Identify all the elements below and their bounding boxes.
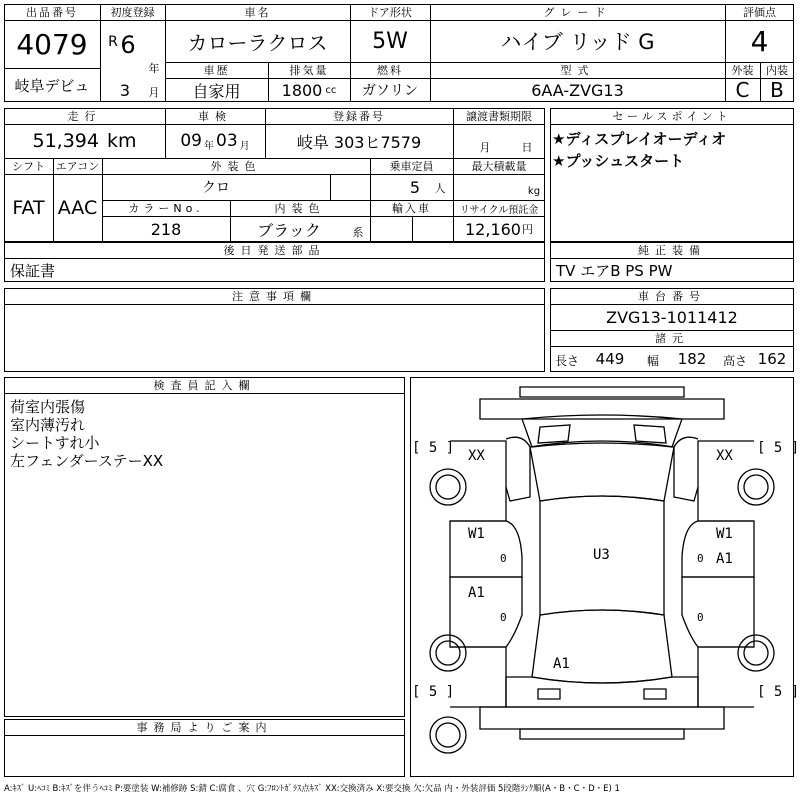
car-name: カローラクロス — [187, 30, 328, 55]
chassis-label: 車台番号 — [638, 290, 706, 303]
car-outline-diagram — [410, 377, 794, 777]
height-value: 162 — [757, 350, 787, 368]
width-value: 182 — [677, 350, 707, 368]
interior-grade: B — [770, 78, 784, 102]
score: 4 — [750, 24, 769, 58]
displacement-unit: cc — [325, 84, 337, 96]
spec-label: 諸元 — [655, 332, 689, 345]
transfer-day-unit: 日 — [521, 141, 533, 154]
recycle-unit: 円 — [521, 223, 533, 236]
load-unit: kg — [527, 185, 541, 197]
reg-month: 3 — [119, 80, 131, 100]
lot-no-label: 出品番号 — [26, 6, 78, 19]
import-label: 輸入車 — [392, 202, 431, 215]
transfer-month-unit: 月 — [479, 141, 491, 154]
color-no: 218 — [150, 219, 182, 239]
mileage — [4, 124, 165, 158]
fuel-label: 燃料 — [377, 64, 403, 77]
era: R — [108, 34, 118, 50]
interior-color-label: 内装色 — [274, 202, 326, 215]
fuel: ガソリン — [362, 83, 418, 99]
later-parts-value: 保証書 — [10, 261, 56, 280]
equipment-label: 純正装備 — [638, 244, 706, 257]
inspection-label: 車検 — [198, 110, 232, 123]
reg-year: 6 — [120, 31, 136, 59]
damage-mark-right-door-1b: 0 — [697, 552, 704, 565]
history-label: 車歴 — [203, 64, 230, 77]
damage-mark-right-door-1: W1 — [716, 526, 733, 542]
office-label: 事務局よりご案内 — [136, 721, 273, 734]
door-label: ドア形状 — [368, 6, 412, 19]
sales-points-label: セールスポイント — [612, 110, 732, 123]
first-reg-label: 初度登録 — [110, 6, 155, 19]
inspector-label: 検査員記入欄 — [153, 379, 256, 392]
model: 6AA-ZVG13 — [531, 80, 624, 100]
damage-mark-roof: U3 — [593, 547, 610, 563]
shift: FAT — [12, 197, 45, 219]
damage-mark-right-door-2: A1 — [716, 551, 733, 567]
score-label: 評価点 — [743, 6, 776, 19]
damage-mark-left-door-2: A1 — [468, 585, 485, 601]
length-label: 長さ — [554, 353, 579, 368]
tire-fl-score: [ 5 ] — [412, 440, 455, 456]
shift-label: シフト — [12, 160, 45, 173]
year-unit: 年 — [148, 62, 160, 75]
damage-mark-left-door-1b: 0 — [500, 552, 507, 565]
tire-rl-score: [ 5 ] — [412, 684, 455, 700]
grade: ハイブ リッド G — [500, 30, 655, 54]
capacity: 5 — [409, 177, 421, 197]
damage-mark-left-door-1: W1 — [468, 526, 485, 542]
exterior-grade: C — [735, 78, 750, 102]
damage-mark-front-left: XX — [468, 448, 485, 464]
sales-point-1: ★ディスプレイオーディオ — [552, 129, 727, 148]
insp-month: 03 — [216, 131, 238, 151]
plate-label: 登録番号 — [333, 110, 385, 123]
height-label: 高さ — [722, 353, 747, 368]
color-label: 外装色 — [210, 160, 262, 173]
width-label: 幅 — [646, 353, 659, 368]
recycle-value: 12,160 — [465, 219, 521, 239]
inspector-line-4: 左フェンダーステーXX — [10, 451, 164, 470]
model-label: 型式 — [560, 64, 595, 77]
capacity-label: 乗車定員 — [389, 160, 434, 173]
displacement-value: 1800 — [281, 80, 323, 100]
damage-mark-left-door-2b: 0 — [500, 611, 507, 624]
tire-rr-score: [ 5 ] — [757, 684, 800, 700]
exterior-label: 外装 — [731, 64, 754, 77]
damage-legend: A:ｷｽﾞ U:ﾍｺﾐ B:ｷｽﾞを伴うﾍｺﾐ P:要塗装 W:補修跡 S:錆 C:腐食 、穴 G:ﾌﾛﾝﾄｶﾞﾗｽ点ｷｽﾞ XX:交換済み X:要交換 欠:欠品 内・外装評価 5段階ﾗﾝｸ順(A・B・C・D・E) 1 — [4, 784, 620, 794]
interior-color-unit: 系 — [352, 226, 364, 239]
lot-no: 4079 — [16, 27, 88, 61]
chassis-value: ZVG13-1011412 — [606, 307, 738, 327]
later-parts-label: 後日発送部品 — [223, 244, 326, 257]
notes-label: 注意事項欄 — [232, 290, 317, 303]
plate: 岐阜 303ヒ7579 — [296, 132, 422, 152]
interior-color: ブラック — [257, 220, 321, 240]
inspector-line-1: 荷室内張傷 — [10, 397, 86, 416]
ac: AAC — [57, 197, 98, 219]
door: 5W — [372, 28, 408, 54]
grade-label: グレード — [543, 6, 612, 19]
length-value: 449 — [595, 350, 625, 368]
tire-fr-score: [ 5 ] — [757, 440, 800, 456]
damage-mark-right-door-2b: 0 — [697, 611, 704, 624]
color-no-label: カラーNo. — [128, 202, 204, 215]
capacity-unit: 人 — [434, 182, 446, 195]
load-label: 最大積載量 — [471, 160, 527, 173]
insp-year: 09 — [180, 131, 202, 151]
insp-month-unit: 月 — [239, 140, 250, 152]
damage-mark-front-right: XX — [716, 448, 733, 464]
venue: 岐阜デビュ — [14, 76, 90, 95]
inspector-line-3: シートすれ小 — [10, 433, 100, 452]
mileage-unit: km — [106, 130, 137, 152]
damage-mark-rear: A1 — [553, 656, 570, 672]
transfer-label: 譲渡書類期限 — [466, 110, 532, 123]
ac-label: エアコン — [55, 160, 100, 173]
sales-point-2: ★プッシュスタート — [552, 151, 685, 170]
equipment-value: TV エアB PS PW — [556, 261, 673, 280]
interior-label: 内装 — [766, 64, 788, 77]
insp-year-unit: 年 — [204, 140, 214, 152]
displacement-label: 排気量 — [289, 64, 329, 77]
displacement — [268, 78, 350, 102]
recycle — [453, 216, 545, 242]
inspection-date — [165, 124, 265, 158]
history: 自家用 — [192, 81, 241, 101]
color: クロ — [202, 180, 230, 196]
inspector-line-2: 室内薄汚れ — [10, 415, 86, 434]
car-name-label: 車名 — [244, 6, 271, 19]
month-unit: 月 — [148, 86, 160, 99]
mileage-value: 51,394 — [32, 130, 99, 152]
mileage-label: 走行 — [67, 110, 102, 123]
recycle-label: リサイクル預託金 — [459, 204, 539, 216]
